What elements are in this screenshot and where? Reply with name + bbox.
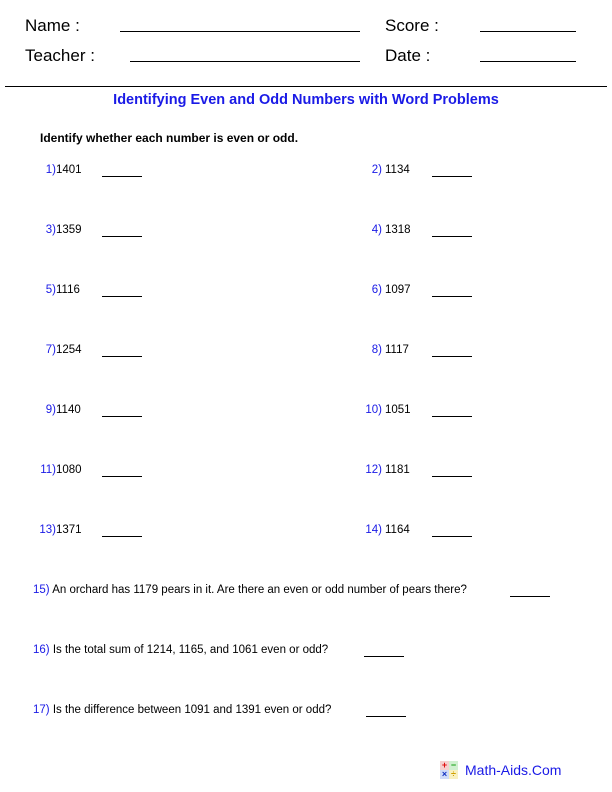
teacher-label: Teacher : [25, 46, 95, 65]
problem-value: 1116 [56, 284, 80, 296]
worksheet-title: Identifying Even and Odd Numbers with Word Problems [113, 92, 499, 108]
problem-value: 1080 [56, 464, 82, 476]
header-divider [5, 86, 607, 87]
problem-value: 1134 [385, 164, 410, 176]
problem-text: An orchard has 1179 pears in it. Are there an even or odd number of pears there? [52, 584, 467, 596]
problem-value: 1401 [56, 164, 82, 176]
answer-blank[interactable] [102, 476, 142, 477]
teacher-field-line[interactable] [130, 61, 360, 62]
problem-number: 3) [45, 224, 56, 236]
date-label: Date : [385, 46, 431, 65]
problem-value: 1254 [56, 344, 82, 356]
problem-number: 2) [371, 164, 382, 176]
answer-blank[interactable] [102, 296, 142, 297]
answer-blank[interactable] [364, 656, 404, 657]
problem-value: 1051 [385, 404, 411, 416]
problem-number: 10) [365, 404, 382, 416]
problem-value: 1181 [385, 464, 410, 476]
answer-blank[interactable] [102, 236, 142, 237]
name-field-line[interactable] [120, 31, 360, 32]
date-field-line[interactable] [480, 61, 576, 62]
answer-blank[interactable] [102, 176, 142, 177]
answer-blank[interactable] [432, 176, 472, 177]
answer-blank[interactable] [432, 356, 472, 357]
score-field-line[interactable] [480, 31, 576, 32]
logo-text: Math-Aids.Com [465, 762, 562, 778]
problem-number: 6) [371, 284, 382, 296]
calculator-icon: + − × ÷ [441, 760, 457, 779]
problem-number: 16) [33, 644, 50, 656]
problem-number: 8) [371, 344, 382, 356]
problem-number: 15) [33, 584, 50, 596]
instructions: Identify whether each number is even or odd. [40, 131, 299, 145]
name-label: Name : [25, 16, 80, 35]
problem-value: 1140 [56, 404, 81, 416]
answer-blank[interactable] [102, 356, 142, 357]
math-aids-logo[interactable] [440, 761, 561, 779]
problem-value: 1359 [56, 224, 82, 236]
problem-number: 14) [365, 524, 382, 536]
problem-number: 5) [45, 284, 56, 296]
problem-number: 9) [45, 404, 56, 416]
answer-blank[interactable] [510, 596, 550, 597]
answer-blank[interactable] [102, 536, 142, 537]
problem-number: 17) [33, 704, 50, 716]
word-problem-17 [33, 704, 331, 716]
answer-blank[interactable] [432, 236, 472, 237]
problem-value: 1164 [385, 524, 410, 536]
problem-text: Is the total sum of 1214, 1165, and 1061 even or odd? [52, 644, 329, 656]
answer-blank[interactable] [432, 476, 472, 477]
answer-blank[interactable] [432, 296, 472, 297]
answer-blank[interactable] [366, 716, 406, 717]
score-label: Score : [385, 16, 439, 35]
word-problem-15 [33, 584, 467, 596]
problem-value: 1371 [56, 524, 82, 536]
problem-value: 1097 [385, 284, 411, 296]
problem-number: 13) [39, 524, 56, 536]
problem-text: Is the difference between 1091 and 1391 even or odd? [52, 704, 332, 716]
answer-blank[interactable] [102, 416, 142, 417]
problem-number: 12) [365, 464, 382, 476]
problem-number: 7) [45, 344, 56, 356]
answer-blank[interactable] [432, 536, 472, 537]
problem-value: 1318 [385, 224, 411, 236]
problem-number: 1) [45, 164, 56, 176]
problem-number: 11) [40, 464, 56, 476]
word-problem-16 [33, 644, 328, 656]
problem-value: 1117 [385, 344, 409, 356]
problem-number: 4) [371, 224, 382, 236]
answer-blank[interactable] [432, 416, 472, 417]
